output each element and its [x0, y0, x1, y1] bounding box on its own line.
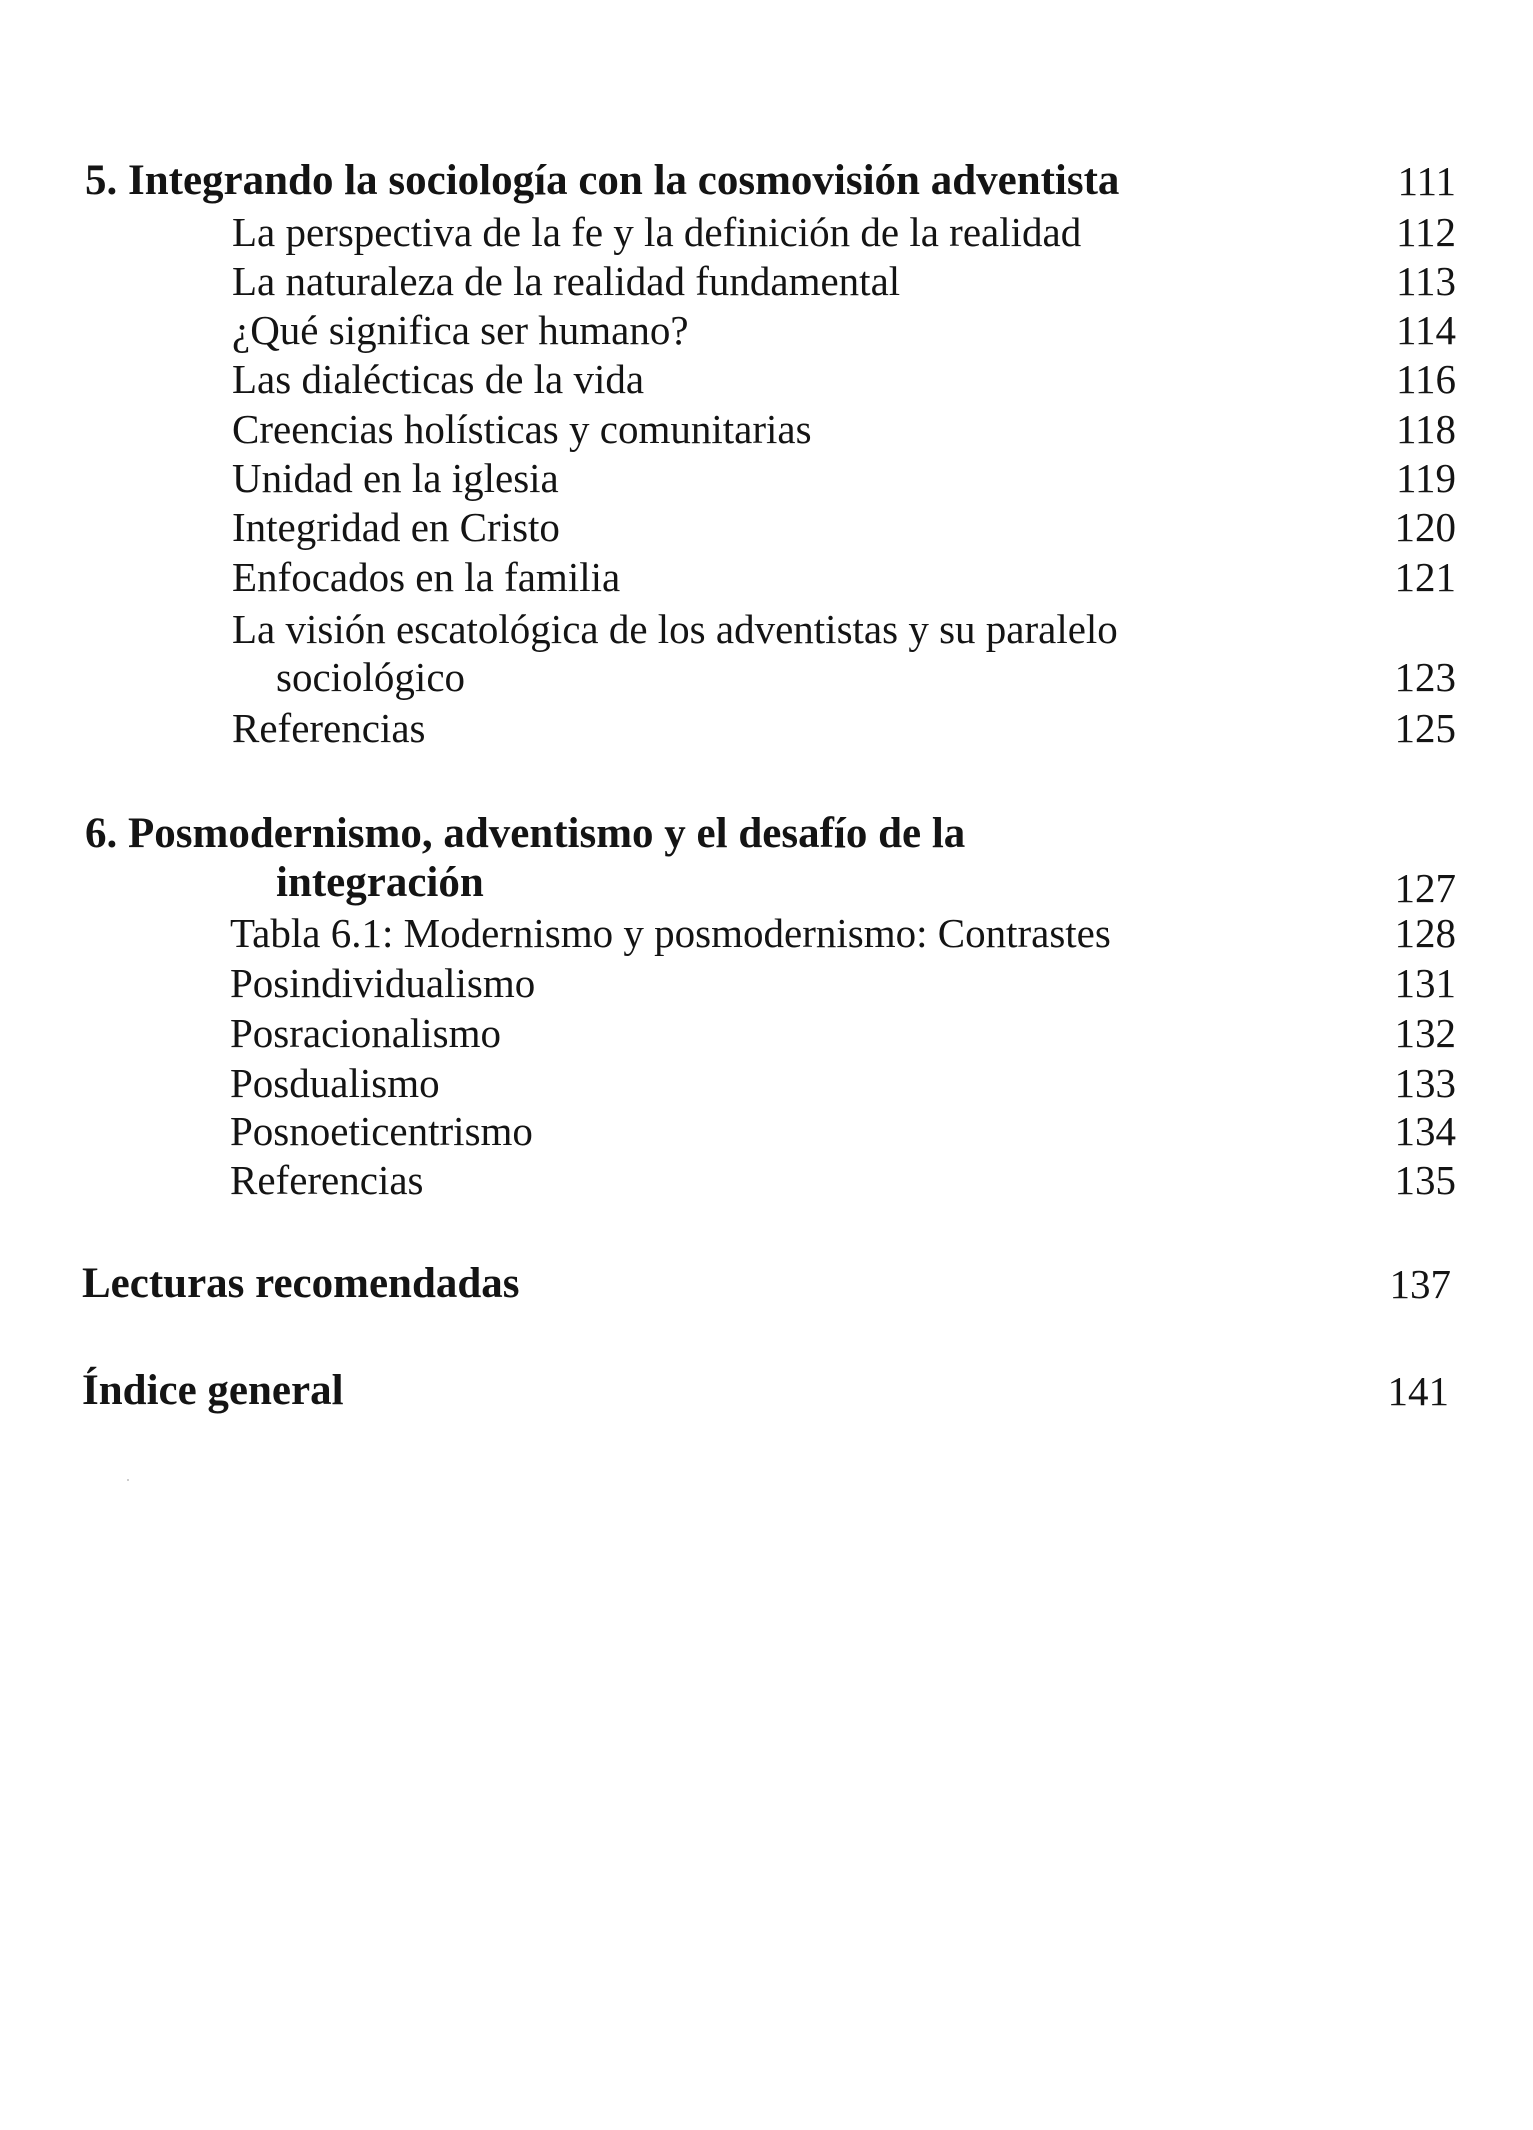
toc-entry-page: 134 — [1394, 1108, 1456, 1154]
toc-entry-label: La perspectiva de la fe y la definición de la realidad — [232, 209, 1082, 255]
toc-entry — [0, 908, 1533, 958]
toc-entry-label: Referencias — [232, 705, 426, 751]
toc-entry-label: Tabla 6.1: Modernismo y posmodernismo: Contrastes — [230, 910, 1111, 956]
toc-entry — [0, 552, 1533, 602]
toc-entry-page: 121 — [1394, 554, 1456, 600]
toc-entry-page: 112 — [1396, 209, 1456, 255]
toc-entry — [0, 703, 1533, 753]
toc-entry-page: 119 — [1396, 455, 1456, 501]
toc-entry-label: Unidad en la iglesia — [232, 455, 559, 501]
toc-entry-page: 123 — [1394, 654, 1456, 700]
toc-lecturas-recomendadas — [0, 1259, 1533, 1309]
toc-entry-label: Posnoeticentrismo — [230, 1108, 533, 1154]
toc-entry — [0, 453, 1533, 503]
toc-entry-label: Creencias holísticas y comunitarias — [232, 406, 812, 452]
chapter-6-page: 127 — [1394, 865, 1456, 911]
chapter-6-title: 6. Posmodernismo, adventismo y el desafío de la — [85, 810, 966, 857]
toc-entry — [0, 256, 1533, 306]
toc-entry-label: ¿Qué significa ser humano? — [232, 307, 689, 353]
toc-entry-page: 133 — [1394, 1060, 1456, 1106]
chapter-6-title-continuation: integración — [276, 859, 484, 906]
toc-entry — [0, 604, 1533, 654]
toc-entry — [0, 354, 1533, 404]
lecturas-page: 137 — [1389, 1261, 1451, 1307]
toc-entry-page: 114 — [1396, 307, 1456, 353]
toc-indice-general — [0, 1366, 1533, 1416]
toc-chapter-6 — [0, 809, 1533, 859]
toc-entry-label: Referencias — [230, 1157, 424, 1203]
toc-entry-page: 135 — [1394, 1157, 1456, 1203]
toc-entry-page: 128 — [1394, 910, 1456, 956]
toc-chapter-5 — [0, 156, 1533, 206]
indice-page: 141 — [1387, 1368, 1449, 1414]
toc-entry-page: 116 — [1396, 356, 1456, 402]
toc-entry-label: La naturaleza de la realidad fundamental — [232, 258, 901, 304]
toc-entry-label: Integridad en Cristo — [232, 504, 560, 550]
lecturas-title: Lecturas recomendadas — [82, 1260, 520, 1307]
toc-entry-page: 118 — [1396, 406, 1456, 452]
toc-entry-label: Posdualismo — [230, 1060, 440, 1106]
toc-entry — [0, 305, 1533, 355]
toc-entry — [0, 207, 1533, 257]
toc-entry-page: 113 — [1396, 258, 1456, 304]
toc-entry — [0, 404, 1533, 454]
toc-entry-page: 131 — [1394, 960, 1456, 1006]
indice-title: Índice general — [82, 1367, 344, 1414]
toc-entry-label: Las dialécticas de la vida — [232, 356, 645, 402]
toc-entry-label-continuation: sociológico — [276, 654, 466, 700]
toc-entry — [0, 1106, 1533, 1156]
toc-entry-page: 132 — [1394, 1010, 1456, 1056]
toc-entry — [0, 502, 1533, 552]
chapter-5-page: 111 — [1397, 158, 1456, 204]
toc-chapter-6-continuation — [0, 858, 1533, 911]
toc-entry-page: 120 — [1394, 504, 1456, 550]
toc-entry-continuation — [0, 652, 1533, 702]
toc-entry — [0, 1058, 1533, 1108]
toc-entry-label: Posindividualismo — [230, 960, 536, 1006]
toc-entry-label: Posracionalismo — [230, 1010, 502, 1056]
toc-entry — [0, 958, 1533, 1008]
chapter-5-title: 5. Integrando la sociología con la cosmovisión adventista — [85, 157, 1120, 204]
toc-entry — [0, 1155, 1533, 1205]
toc-entry — [0, 1008, 1533, 1058]
toc-entry-label: Enfocados en la familia — [232, 554, 621, 600]
toc-entry-label: La visión escatológica de los adventistas y su paralelo — [232, 606, 1118, 652]
toc-entry-page: 125 — [1394, 705, 1456, 751]
scan-speck — [127, 1479, 129, 1481]
